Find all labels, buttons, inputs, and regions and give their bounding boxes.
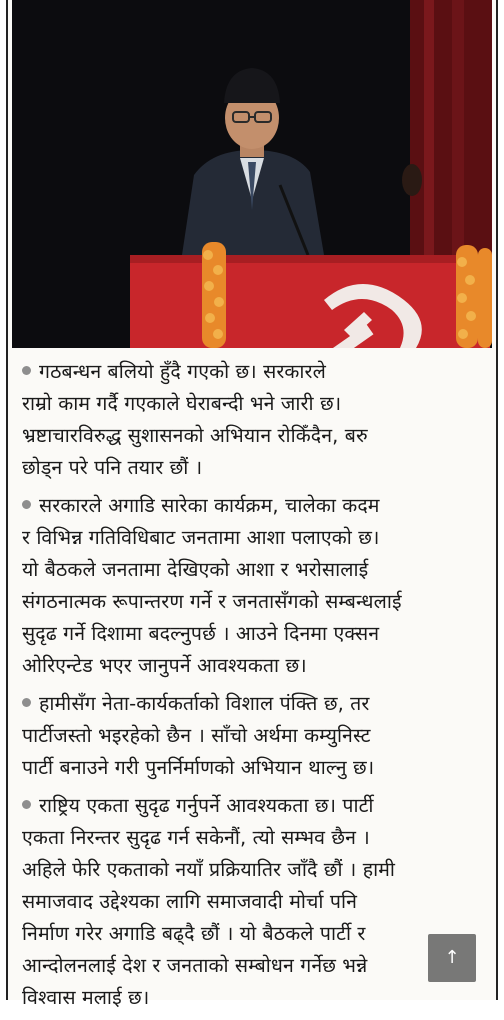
paragraph-2-line-5: सुदृढ गर्ने दिशामा बदल्नुपर्छ । आउने दिनमा एक्सन (22, 622, 380, 645)
paragraph-4-line-6: आन्दोलनलाई देश र जनताको सम्बोधन गर्नेछ भन्ने (22, 954, 368, 977)
article-photo (12, 0, 492, 348)
paragraph-1-line-1: गठबन्धन बलियो हुँदै गएको छ। सरकारले (22, 356, 484, 388)
scroll-to-top-button[interactable] (428, 934, 476, 982)
paragraph-4-line-3: अहिले फेरि एकताको नयाँ प्रक्रियातिर जाँदै छौं । हामी (22, 858, 396, 881)
paragraph-1-line-3: भ्रष्टाचारविरुद्ध सुशासनको अभियान रोकिँदैन, बरु (22, 424, 368, 447)
paragraph-3-line-1: हामीसँग नेता-कार्यकर्ताको विशाल पंक्ति छ, तर (22, 688, 484, 720)
paragraph-2-line-1: सरकारले अगाडि सारेका कार्यक्रम, चालेका कदम (22, 490, 484, 522)
paragraph-4-line-1: राष्ट्रिय एकता सुदृढ गर्नुपर्ने आवश्यकता छ। पार्टी (22, 790, 484, 822)
paragraph-1-line-4: छोड्न परे पनि तयार छौं । (22, 456, 203, 479)
paragraph-2-line-6: ओरिएन्टेड भएर जानुपर्ने आवश्यकता छ। (22, 654, 307, 677)
paragraph-2-line-2: र विभिन्न गतिविधिबाट जनतामा आशा पलाएको छ। (22, 526, 380, 549)
paragraph-4-line-7: विश्वास मलाई छ। (22, 986, 150, 1009)
paragraph-2 (22, 490, 484, 682)
paragraph-2-line-3: यो बैठकले जनतामा देखिएको आशा र भरोसालाई (22, 558, 369, 581)
paragraph-4-line-5: निर्माण गरेर अगाडि बढ्दै छौं । यो बैठकले पार्टी र (22, 922, 366, 945)
article-body (22, 356, 484, 1020)
bullet-icon (22, 800, 31, 809)
paragraph-2-line-4: संगठनात्मक रूपान्तरण गर्ने र जनतासँगको सम्बन्धलाई (22, 590, 402, 613)
paragraph-4-line-4: समाजवाद उद्देश्यका लागि समाजवादी मोर्चा पनि (22, 890, 358, 913)
bullet-icon (22, 500, 31, 509)
paragraph-4-line-2: एकता निरन्तर सुदृढ गर्न सकेनौं, त्यो सम्भव छैन । (22, 826, 370, 849)
paragraph-1 (22, 356, 484, 484)
arrow-up-icon: ↑ (444, 947, 460, 968)
paragraph-3-line-2: पार्टीजस्तो भइरहेको छैन । साँचो अर्थमा कम्युनिस्ट (22, 724, 371, 747)
paragraph-3 (22, 688, 484, 784)
bullet-icon (22, 366, 31, 375)
bullet-icon (22, 698, 31, 707)
paragraph-3-line-3: पार्टी बनाउने गरी पुनर्निर्माणको अभियान थाल्नु छ। (22, 756, 375, 779)
paragraph-1-line-2: राम्रो काम गर्दै गएकाले घेराबन्दी भने जारी छ। (22, 392, 342, 415)
paragraph-4 (22, 790, 484, 1014)
